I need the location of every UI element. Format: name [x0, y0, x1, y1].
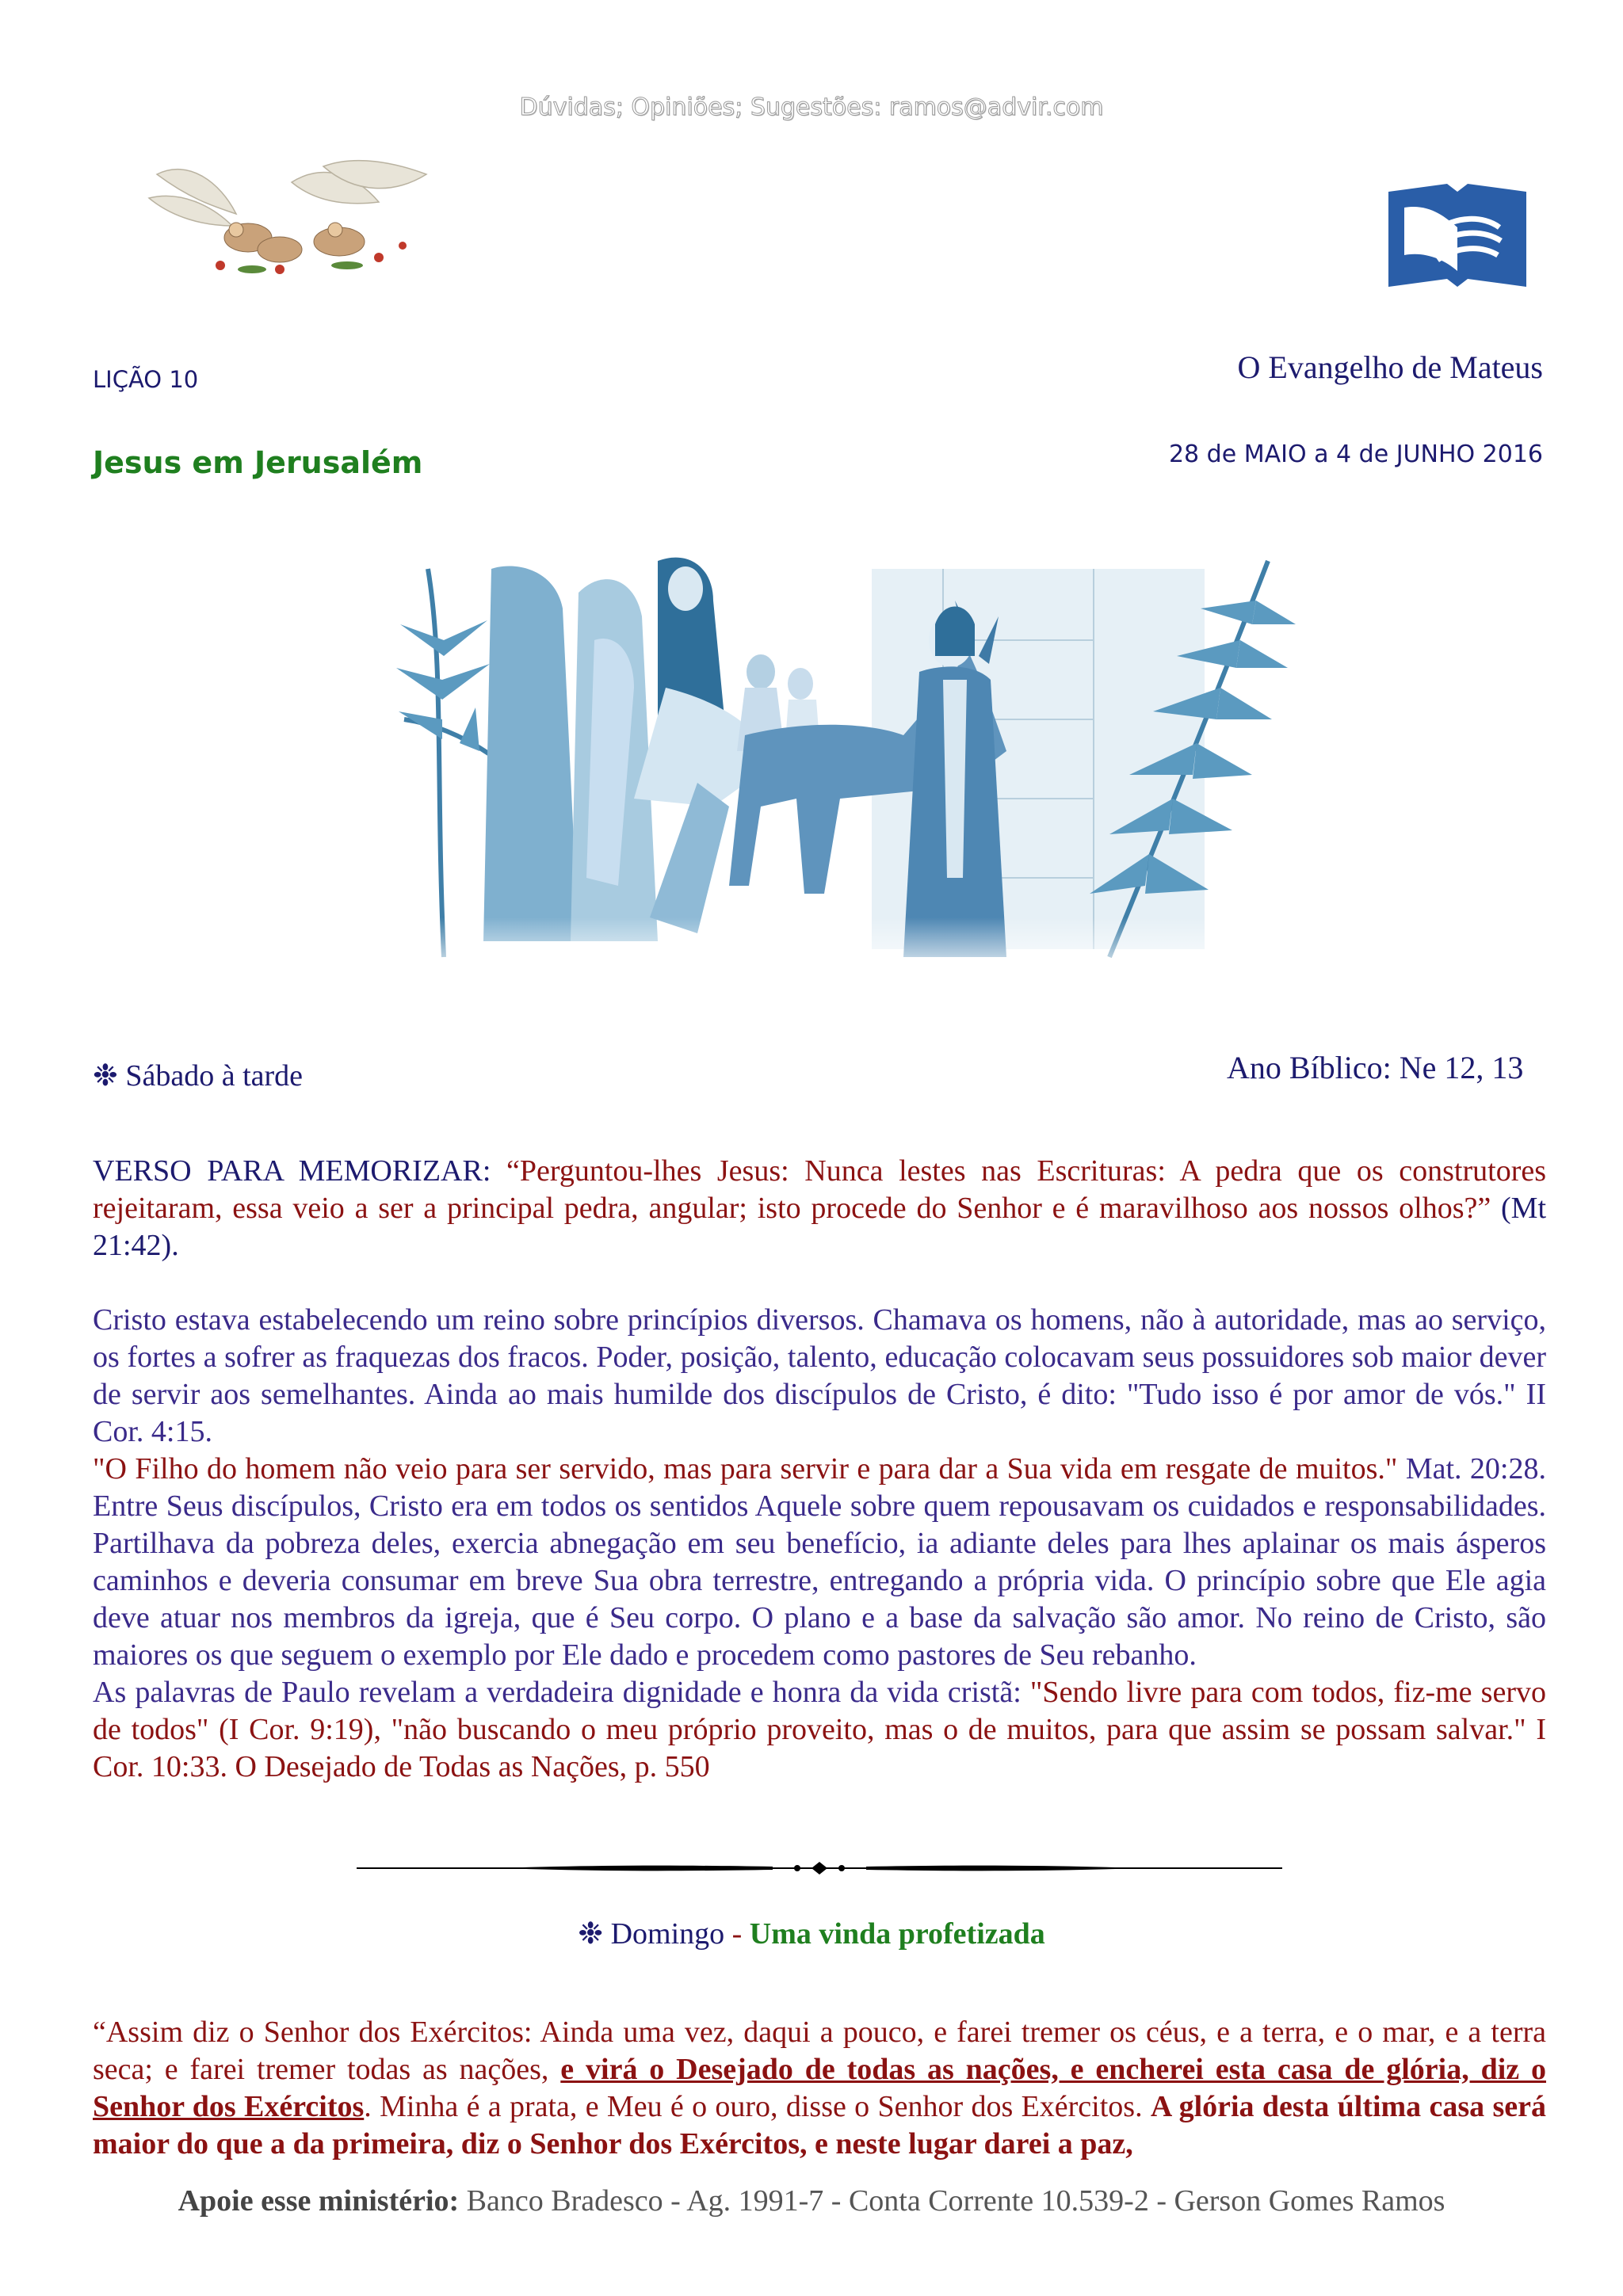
commentary-paragraph-3 — [93, 1674, 1546, 1786]
sunday-dash: - — [731, 1917, 743, 1951]
series-title: O Evangelho de Mateus — [1237, 349, 1543, 385]
angels-illustration — [141, 151, 442, 285]
section-sunday — [0, 1916, 1623, 1951]
paul-ref-1: (I Cor. 9:19), — [219, 1713, 381, 1746]
memory-verse-label: VERSO PARA MEMORIZAR: — [93, 1154, 491, 1188]
commentary-paragraph-2 — [93, 1451, 1546, 1674]
section-saturday — [93, 1058, 303, 1093]
sunday-title: Uma vinda profetizada — [749, 1917, 1045, 1951]
support-text: Banco Bradesco - Ag. 1991-7 - Conta Corrente 10.539-2 - Gerson Gomes Ramos — [466, 2184, 1445, 2218]
paul-quote-2: "não buscando o meu próprio proveito, mas o de muitos, para que assim se possam salvar." — [391, 1713, 1526, 1746]
ornamental-divider — [357, 1857, 1282, 1879]
sunday-day: Domingo — [610, 1917, 725, 1951]
scripture-underlined: e virá o Desejado de todas as nações, e encherei esta casa de glória, diz o Senhor dos Exércitos — [93, 2053, 1546, 2123]
commentary-paragraph-1: Cristo estava estabelecendo um reino sobre princípios diversos. Chamava os homens, não à autoridade, mas ao serviço, os fortes a sofrer as fraquezas dos fracos. Poder, posição, talento, educação colocavam seus possuidores sob maior dever de servir aos semelhantes. Ainda ao mais humilde dos discípulos de Cristo, é dito: "Tudo isso é por amor de vós." II Cor. 4:15. — [93, 1303, 1546, 1448]
memory-verse-text: “Perguntou-lhes Jesus: Nunca lestes nas Escrituras: A pedra que os construtores rejeitaram, essa veio a ser a principal pedra, angular; isto procede do Senhor e é maravilhoso aos nossos olhos?” — [93, 1154, 1547, 1225]
sunday-scripture — [93, 2014, 1546, 2163]
paul-ref-2: I Cor. 10:33. O Desejado de Todas as Nações, p. 550 — [93, 1713, 1546, 1783]
bible-year: Ano Bíblico: Ne 12, 13 — [1227, 1050, 1524, 1085]
flower-bullet-icon: ❉ — [578, 1917, 604, 1951]
scripture-part-b: . Minha é a prata, e Meu é o ouro, disse o Senhor dos Exércitos. — [364, 2090, 1143, 2123]
commentary-text: Mat. 20:28. Entre Seus discípulos, Cristo era em todos os sentidos Aquele sobre quem repousavam os cuidados e responsabilidades. Partilhava da pobreza deles, exercia abnegação em seu benefício, ia adiante deles para lhes aplainar os mais ásperos caminhos e deveria consumar em breve Sua obra terrestre, entregando a própria vida. O princípio sobre que Ele agia deve atuar nos membros da igreja, que é Seu corpo. O plano e a base da salvação são amor. No reino de Cristo, são maiores os que seguem o exemplo por Ele dado e procedem como pastores de Seu rebanho. — [93, 1452, 1546, 1672]
memory-verse — [93, 1153, 1546, 1264]
commentary-quote: "O Filho do homem não veio para ser servido, mas para servir e para dar a Sua vida em resgate de muitos." — [93, 1452, 1398, 1486]
commentary — [93, 1302, 1546, 1786]
lesson-title: Jesus em Jerusalém — [93, 445, 423, 480]
support-footer — [0, 2183, 1623, 2218]
flower-bullet-icon: ❉ — [93, 1059, 118, 1093]
lesson-date: 28 de MAIO a 4 de JUNHO 2016 — [1168, 441, 1543, 468]
scripture-part-a: “Assim diz o Senhor dos Exércitos: Ainda uma vez, daqui a pouco, e farei tremer os céus, e a terra, e o mar, e a terra seca; e farei tremer todas as nações, — [93, 2016, 1546, 2086]
scripture-bold: A glória desta última casa será maior do que a da primeira, diz o Senhor dos Exércitos, e neste lugar darei a paz, — [93, 2090, 1546, 2161]
lesson-number: LIÇÃO 10 — [93, 366, 199, 393]
triumphal-entry-illustration — [396, 545, 1300, 981]
open-bible-logo — [1388, 184, 1526, 295]
memory-verse-ref: (Mt 21:42). — [93, 1192, 1546, 1262]
saturday-title: Sábado à tarde — [125, 1059, 304, 1093]
paul-quote-1: "Sendo livre para com todos, fiz-me servo de todos" — [93, 1676, 1546, 1746]
commentary-intro: As palavras de Paulo revelam a verdadeira dignidade e honra da vida cristã: — [93, 1676, 1022, 1709]
contact-line: Dúvidas; Opiniões; Sugestões: ramos@advir.com — [519, 93, 1104, 121]
support-label: Apoie esse ministério: — [178, 2184, 460, 2218]
